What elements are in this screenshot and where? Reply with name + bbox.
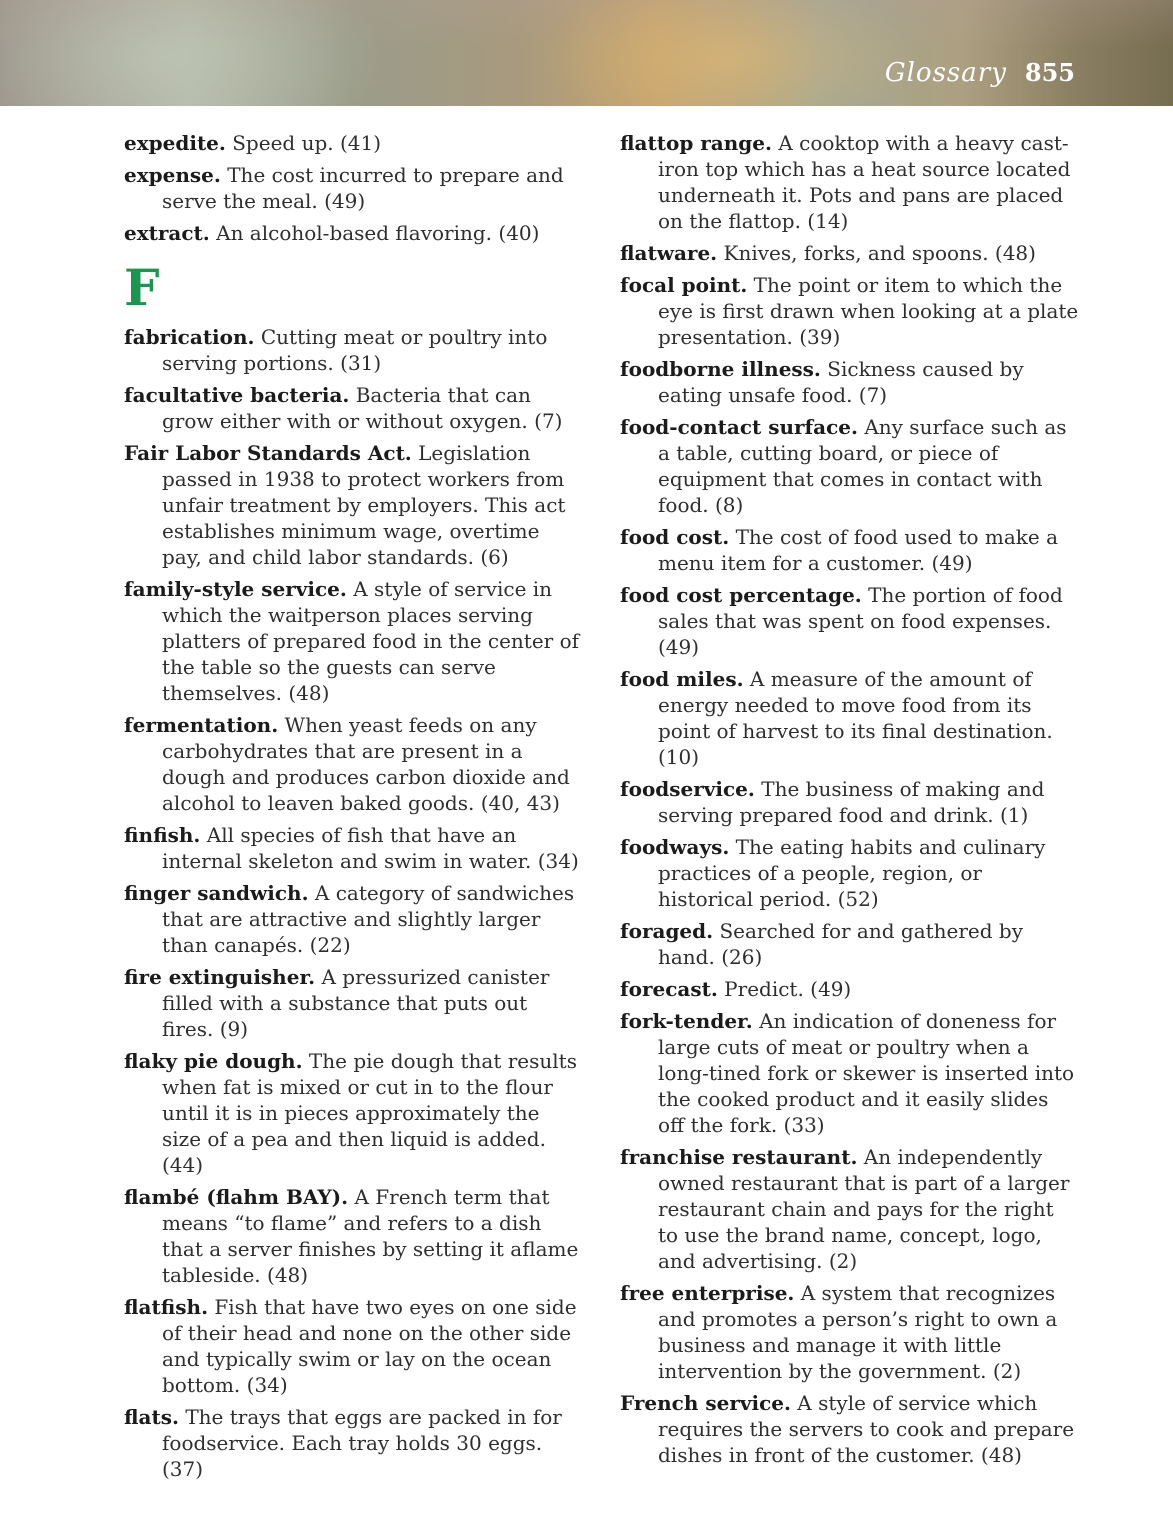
entry-term: fire extinguisher. [124,965,316,989]
glossary-entry [620,918,1080,970]
entry-definition: An indication of doneness for large cuts of meat or poultry when a long-tined fork or skewer is inserted into the cooked product and it easily slides off the fork. (33) [658,1009,1075,1137]
entry-term: fabrication. [124,325,255,349]
entry-term: flaky pie dough. [124,1049,303,1073]
glossary-entry [124,440,584,570]
entry-definition: Any surface such as a table, cutting board, or piece of equipment that comes in contact with food. (8) [658,415,1067,517]
entry-term: focal point. [620,273,748,297]
entry-definition: Knives, forks, and spoons. (48) [717,241,1036,265]
right-column [620,130,1080,1488]
running-header [885,58,1075,88]
glossary-entry [620,356,1080,408]
entry-term: expedite. [124,131,226,155]
glossary-entry [620,776,1080,828]
entry-term: forecast. [620,977,718,1001]
glossary-entry [620,524,1080,576]
entry-definition: The cost incurred to prepare and serve the meal. (49) [162,163,564,213]
entry-definition: The business of making and serving prepared food and drink. (1) [658,777,1045,827]
entry-definition: Searched for and gathered by hand. (26) [658,919,1024,969]
entry-term: extract. [124,221,210,245]
glossary-content [0,106,1173,1488]
glossary-entry [620,272,1080,350]
glossary-entry [124,964,584,1042]
entry-definition: Cutting meat or poultry into serving portions. (31) [162,325,548,375]
entry-term: French service. [620,1391,791,1415]
glossary-entry [620,240,1080,266]
page-number: 855 [1024,58,1075,87]
glossary-entry [620,1008,1080,1138]
entry-definition: A style of service in which the waitperson places serving platters of prepared food in the center of the table so the guests can serve themselves. (48) [162,577,580,705]
header-band [0,0,1173,106]
entry-definition: A pressurized canister filled with a substance that puts out fires. (9) [162,965,550,1041]
entry-definition: Sickness caused by eating unsafe food. (7) [658,357,1024,407]
entry-term: fermentation. [124,713,279,737]
glossary-entry [620,130,1080,234]
entry-term: family-style service. [124,577,347,601]
entry-term: food cost percentage. [620,583,862,607]
entry-term: foodborne illness. [620,357,821,381]
entry-definition: A measure of the amount of energy needed to move food from its point of harvest to its final destination. (10) [658,667,1053,769]
entry-term: flambé (flahm BAY). [124,1185,349,1209]
entry-term: fork-tender. [620,1009,753,1033]
entry-term: flatware. [620,241,718,265]
entry-term: food miles. [620,667,744,691]
glossary-entry [124,1184,584,1288]
entry-term: finger sandwich. [124,881,309,905]
entry-term: Fair Labor Standards Act. [124,441,412,465]
entry-definition: Legislation passed in 1938 to protect workers from unfair treatment by employers. This act establishes minimum wage, overtime pay, and child labor standards. (6) [162,441,566,569]
glossary-entry [124,130,584,156]
entry-definition: Fish that have two eyes on one side of their head and none on the other side and typically swim or lay on the ocean bottom. (34) [162,1295,577,1397]
entry-term: free enterprise. [620,1281,795,1305]
glossary-entry [124,576,584,706]
glossary-entry [620,834,1080,912]
entry-term: flats. [124,1405,179,1429]
entry-definition: When yeast feeds on any carbohydrates that are present in a dough and produces carbon dioxide and alcohol to leaven baked goods. (40, 43) [162,713,570,815]
glossary-entry [620,582,1080,660]
entry-definition: Predict. (49) [717,977,852,1001]
entry-definition: Speed up. (41) [225,131,382,155]
glossary-entry [124,220,584,246]
entry-definition: Bacteria that can grow either with or without oxygen. (7) [162,383,563,433]
glossary-entry [124,712,584,816]
glossary-entry [124,1048,584,1178]
entry-term: finfish. [124,823,201,847]
entry-term: franchise restaurant. [620,1145,858,1169]
glossary-entry [124,1404,584,1482]
section-letter-heading: F [124,258,160,317]
entry-term: foodways. [620,835,730,859]
left-column-entries-after [124,324,584,1482]
entry-definition: A French term that means “to flame” and refers to a dish that a server finishes by setting it aflame tableside. (48) [162,1185,579,1287]
entry-term: foodservice. [620,777,755,801]
glossary-entry [620,1144,1080,1274]
entry-term: food cost. [620,525,730,549]
glossary-entry [124,1294,584,1398]
glossary-entry [124,324,584,376]
entry-term: flattop range. [620,131,772,155]
glossary-entry [124,880,584,958]
entry-definition: All species of fish that have an internal skeleton and swim in water. (34) [162,823,579,873]
entry-definition: A cooktop with a heavy cast-iron top which has a heat source located underneath it. Pots and pans are placed on the flattop. (14) [658,131,1071,233]
entry-definition: The trays that eggs are packed in for foodservice. Each tray holds 30 eggs. (37) [162,1405,562,1481]
glossary-entry [124,382,584,434]
glossary-entry [124,822,584,874]
running-header-title: Glossary [884,58,1007,88]
entry-definition: The portion of food sales that was spent on food expenses. (49) [658,583,1063,659]
entry-definition: An alcohol-based flavoring. (40) [209,221,540,245]
entry-definition: A style of service which requires the servers to cook and prepare dishes in front of the customer. (48) [658,1391,1075,1467]
entry-definition: An independently owned restaurant that is part of a larger restaurant chain and pays for the right to use the brand name, concept, logo, and advertising. (2) [658,1145,1070,1273]
entry-term: facultative bacteria. [124,383,350,407]
entry-term: flatfish. [124,1295,209,1319]
right-column-entries [620,130,1080,1468]
glossary-entry [620,1280,1080,1384]
entry-definition: The point or item to which the eye is first drawn when looking at a plate presentation. (39) [658,273,1079,349]
glossary-entry [124,162,584,214]
entry-definition: The pie dough that results when fat is mixed or cut in to the flour until it is in pieces approximately the size of a pea and then liquid is added. (44) [162,1049,577,1177]
entry-term: expense. [124,163,221,187]
entry-definition: A category of sandwiches that are attractive and slightly larger than canapés. (22) [162,881,575,957]
left-column-entries-before [124,130,584,246]
glossary-entry [620,414,1080,518]
entry-definition: A system that recognizes and promotes a person’s right to own a business and manage it with little intervention by the government. (2) [658,1281,1058,1383]
entry-definition: The eating habits and culinary practices of a people, region, or historical period. (52) [658,835,1046,911]
entry-term: foraged. [620,919,714,943]
entry-definition: The cost of food used to make a menu item for a customer. (49) [658,525,1059,575]
glossary-entry [620,666,1080,770]
glossary-entry [620,976,1080,1002]
left-column [124,130,584,1488]
entry-term: food-contact surface. [620,415,858,439]
glossary-entry [620,1390,1080,1468]
